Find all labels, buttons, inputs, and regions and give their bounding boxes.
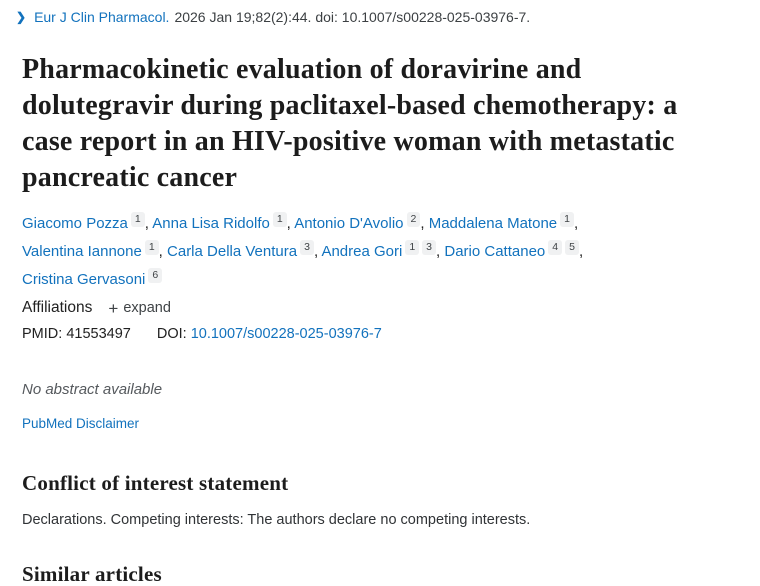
author: Andrea Gori 1 3 ,: [321, 241, 445, 260]
author-link[interactable]: Carla Della Ventura: [167, 243, 298, 260]
authors-list: [22, 210, 617, 294]
identifiers-row: [22, 325, 730, 343]
conflict-of-interest-text: Declarations. Competing interests: The authors declare no competing interests.: [22, 512, 531, 528]
affiliation-number-badge[interactable]: 4: [548, 240, 562, 255]
pmid-label: PMID:: [22, 326, 63, 342]
affiliation-number-badge[interactable]: 2: [407, 212, 421, 227]
chevron-right-icon: ❯: [16, 10, 27, 24]
affiliations-label: Affiliations: [22, 299, 93, 316]
affiliation-number-badge[interactable]: 3: [422, 240, 436, 255]
author: Dario Cattaneo 4 5 ,: [444, 241, 584, 260]
affiliation-number-badge[interactable]: 1: [145, 240, 159, 255]
expand-label: expand: [123, 300, 171, 316]
expand-affiliations-button[interactable]: [108, 300, 171, 317]
author-link[interactable]: Dario Cattaneo: [444, 243, 546, 260]
author: Maddalena Matone 1 ,: [428, 213, 579, 232]
author-link[interactable]: Andrea Gori: [321, 243, 403, 260]
doi-label: DOI:: [156, 326, 187, 342]
author: Giacomo Pozza 1 ,: [22, 213, 153, 232]
author-link[interactable]: Anna Lisa Ridolfo: [152, 215, 270, 232]
doi-link[interactable]: 10.1007/s00228-025-03976-7: [190, 326, 382, 342]
author: Valentina Iannone 1 ,: [22, 241, 168, 260]
author-link[interactable]: Maddalena Matone: [428, 215, 558, 232]
affiliation-number-badge[interactable]: 1: [273, 212, 287, 227]
journal-link[interactable]: Eur J Clin Pharmacol.: [34, 9, 170, 25]
pmid-value: 41553497: [66, 326, 131, 342]
article-title: Pharmacokinetic evaluation of doravirine and dolutegravir during paclitaxel-based chemotherapy: a case report in an HIV-positive woman with metastatic pancreatic cancer: [22, 54, 678, 193]
plus-icon: +: [108, 298, 119, 318]
author: [22, 271, 162, 288]
affiliation-number-badge[interactable]: 1: [405, 240, 419, 255]
author-link[interactable]: Giacomo Pozza: [22, 215, 128, 232]
author-link[interactable]: Valentina Iannone: [22, 243, 142, 260]
no-abstract-text: No abstract available: [22, 381, 163, 398]
affiliation-number-badge[interactable]: 1: [560, 212, 574, 227]
affiliation-number-badge[interactable]: 1: [131, 212, 145, 227]
author-link[interactable]: Cristina Gervasoni: [22, 271, 146, 288]
conflict-of-interest-heading: Conflict of interest statement: [22, 471, 289, 495]
author: Antonio D'Avolio 2 ,: [294, 213, 429, 232]
author-link[interactable]: Antonio D'Avolio: [294, 215, 404, 232]
author: Anna Lisa Ridolfo 1 ,: [152, 213, 295, 232]
affiliation-number-badge[interactable]: 3: [300, 240, 314, 255]
journal-citation: [16, 0, 730, 26]
affiliations-row: [22, 298, 730, 318]
citation-details: 2026 Jan 19;82(2):44. doi: 10.1007/s00228-025-03976-7.: [174, 9, 531, 25]
pubmed-disclaimer-link[interactable]: PubMed Disclaimer: [22, 416, 140, 431]
similar-articles-heading: Similar articles: [22, 562, 162, 586]
affiliation-number-badge[interactable]: 5: [565, 240, 579, 255]
affiliation-number-badge[interactable]: 6: [148, 268, 162, 283]
author: Carla Della Ventura 3 ,: [167, 241, 322, 260]
